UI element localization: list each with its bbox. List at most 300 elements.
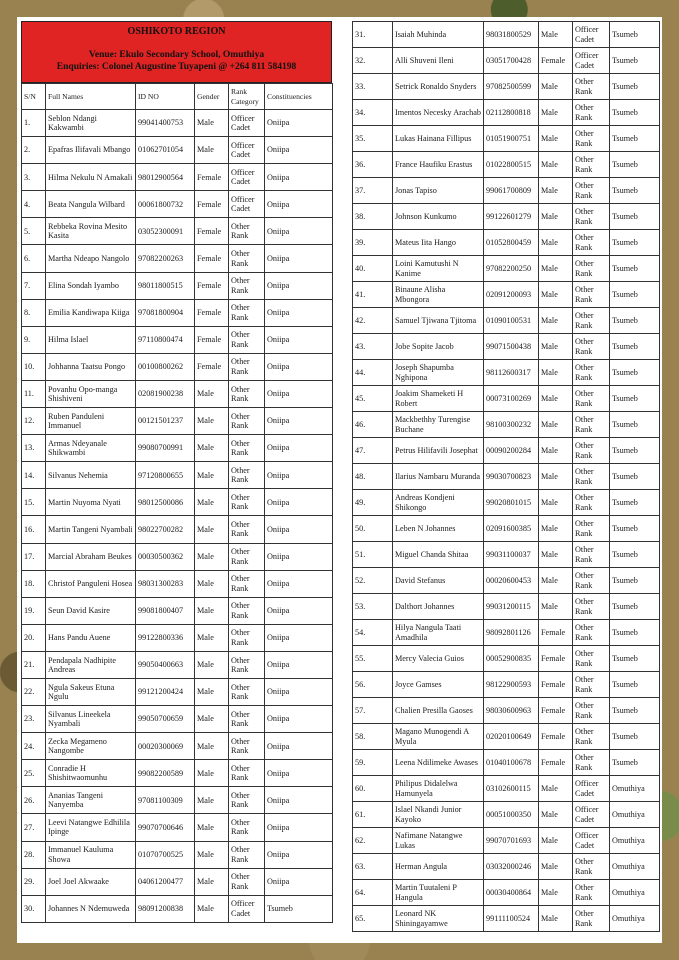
cell-sn: 15.	[22, 489, 46, 516]
cell-sn: 57.	[353, 698, 393, 724]
cell-id-no: 98112600317	[484, 360, 539, 386]
cell-sn: 40.	[353, 256, 393, 282]
cell-gender: Female	[539, 750, 573, 776]
cell-sn: 9.	[22, 326, 46, 353]
cell-constituency: Tsumeb	[610, 100, 660, 126]
table-row	[353, 230, 660, 256]
cell-sn: 58.	[353, 724, 393, 750]
cell-sn: 60.	[353, 776, 393, 802]
table-row	[353, 568, 660, 594]
cell-constituency: Tsumeb	[610, 178, 660, 204]
cell-constituency: Tsumeb	[610, 542, 660, 568]
cell-constituency: Oniipa	[265, 489, 333, 516]
cell-constituency: Omuthiya	[610, 776, 660, 802]
cell-full-name: Hans Pandu Auene	[46, 624, 136, 651]
cell-gender: Male	[539, 906, 573, 932]
cell-gender: Male	[539, 880, 573, 906]
cell-gender: Male	[195, 814, 229, 841]
table-row	[353, 646, 660, 672]
table-row	[22, 245, 333, 272]
cell-constituency: Tsumeb	[610, 412, 660, 438]
cell-full-name: Emilia Kandiwapa Kiiga	[46, 299, 136, 326]
cell-full-name: Imentos Necesky Arachab	[393, 100, 484, 126]
table-row	[22, 299, 333, 326]
table-row	[22, 164, 333, 191]
cell-id-no: 02091200093	[484, 282, 539, 308]
cell-id-no: 98012500086	[136, 489, 195, 516]
cell-constituency: Tsumeb	[610, 438, 660, 464]
cell-id-no: 99050700659	[136, 706, 195, 733]
cell-sn: 27.	[22, 814, 46, 841]
cell-full-name: Leonard NK Shiningayamwe	[393, 906, 484, 932]
document-sheet	[17, 17, 662, 943]
cell-full-name: Joakim Shameketi H Robert	[393, 386, 484, 412]
cell-gender: Male	[195, 380, 229, 407]
cell-full-name: Binaune Alisha Mbongora	[393, 282, 484, 308]
cell-constituency: Tsumeb	[610, 360, 660, 386]
cell-gender: Male	[195, 624, 229, 651]
cell-gender: Male	[195, 435, 229, 462]
cell-full-name: Loini Kamutushi N Kanime	[393, 256, 484, 282]
table-row	[353, 178, 660, 204]
table-row	[22, 895, 333, 922]
cell-sn: 51.	[353, 542, 393, 568]
cell-full-name: Leben N Johannes	[393, 516, 484, 542]
right-table-panel	[352, 21, 659, 932]
cell-id-no: 99050400663	[136, 651, 195, 678]
cell-full-name: David Stefanus	[393, 568, 484, 594]
table-row	[22, 760, 333, 787]
cell-gender: Male	[195, 841, 229, 868]
cell-constituency: Tsumeb	[610, 282, 660, 308]
cell-constituency: Oniipa	[265, 570, 333, 597]
cell-constituency: Oniipa	[265, 814, 333, 841]
cell-constituency: Oniipa	[265, 272, 333, 299]
cell-rank-category: Other Rank	[573, 126, 610, 152]
table-row	[353, 334, 660, 360]
cell-full-name: France Haufiku Erastus	[393, 152, 484, 178]
table-row	[22, 841, 333, 868]
cell-rank-category: Officer Cadet	[573, 776, 610, 802]
cell-full-name: Mackbethhy Turengise Buchane	[393, 412, 484, 438]
cell-sn: 8.	[22, 299, 46, 326]
cell-gender: Male	[539, 230, 573, 256]
table-row	[353, 22, 660, 48]
cell-rank-category: Other Rank	[229, 462, 265, 489]
cell-id-no: 01052800459	[484, 230, 539, 256]
cell-sn: 20.	[22, 624, 46, 651]
cell-id-no: 02112800818	[484, 100, 539, 126]
cell-full-name: Rebbeka Rovina Mesito Kasita	[46, 218, 136, 245]
enquiries-line: Enquiries: Colonel Augustine Tuyapeni @ +264 811 584198	[56, 62, 297, 72]
cell-constituency: Tsumeb	[610, 386, 660, 412]
cell-gender: Female	[195, 299, 229, 326]
table-row	[22, 462, 333, 489]
cell-gender: Male	[539, 308, 573, 334]
cell-id-no: 03032000246	[484, 854, 539, 880]
cell-rank-category: Officer Cadet	[229, 191, 265, 218]
cell-full-name: Armas Ndeyanale Shikwambi	[46, 435, 136, 462]
cell-rank-category: Other Rank	[573, 256, 610, 282]
cell-constituency: Tsumeb	[610, 698, 660, 724]
cell-rank-category: Other Rank	[573, 880, 610, 906]
cell-gender: Male	[195, 733, 229, 760]
cell-sn: 24.	[22, 733, 46, 760]
cell-rank-category: Officer Cadet	[229, 895, 265, 922]
cell-gender: Male	[539, 594, 573, 620]
cell-id-no: 99020801015	[484, 490, 539, 516]
cell-full-name: Joseph Shapumba Nghipona	[393, 360, 484, 386]
cell-constituency: Tsumeb	[610, 22, 660, 48]
cell-sn: 44.	[353, 360, 393, 386]
table-row	[353, 256, 660, 282]
cell-constituency: Omuthiya	[610, 854, 660, 880]
cell-rank-category: Other Rank	[229, 435, 265, 462]
table-row	[353, 126, 660, 152]
cell-rank-category: Other Rank	[229, 841, 265, 868]
cell-rank-category: Other Rank	[229, 299, 265, 326]
cell-full-name: Samuel Tjiwana Tjitoma	[393, 308, 484, 334]
cell-sn: 34.	[353, 100, 393, 126]
cell-id-no: 97082200263	[136, 245, 195, 272]
cell-constituency: Tsumeb	[610, 230, 660, 256]
cell-id-no: 00121501237	[136, 408, 195, 435]
cell-constituency: Tsumeb	[610, 152, 660, 178]
table-row	[22, 597, 333, 624]
cell-gender: Male	[539, 490, 573, 516]
cell-rank-category: Other Rank	[573, 620, 610, 646]
cell-sn: 22.	[22, 678, 46, 705]
cell-gender: Female	[195, 218, 229, 245]
cell-rank-category: Other Rank	[229, 787, 265, 814]
cell-sn: 4.	[22, 191, 46, 218]
cell-full-name: Setrick Ronaldo Snyders	[393, 74, 484, 100]
cell-id-no: 00073100269	[484, 386, 539, 412]
cell-full-name: Hilya Nangula Taati Amadhila	[393, 620, 484, 646]
cell-rank-category: Other Rank	[229, 353, 265, 380]
left-table-panel	[21, 21, 332, 923]
cell-sn: 19.	[22, 597, 46, 624]
table-row	[22, 137, 333, 164]
cell-gender: Male	[539, 126, 573, 152]
cell-sn: 23.	[22, 706, 46, 733]
cell-sn: 18.	[22, 570, 46, 597]
cell-gender: Male	[195, 651, 229, 678]
cell-id-no: 98031800529	[484, 22, 539, 48]
table-header-row	[22, 84, 333, 110]
cell-id-no: 97082500599	[484, 74, 539, 100]
cell-full-name: Ananias Tangeni Nanyemba	[46, 787, 136, 814]
cell-constituency: Oniipa	[265, 137, 333, 164]
cell-id-no: 00020300069	[136, 733, 195, 760]
cell-gender: Male	[539, 256, 573, 282]
cell-constituency: Oniipa	[265, 326, 333, 353]
cell-rank-category: Other Rank	[573, 204, 610, 230]
col-full-names: Full Names	[46, 84, 136, 110]
cell-full-name: Mateus Iita Hango	[393, 230, 484, 256]
cell-sn: 3.	[22, 164, 46, 191]
cell-full-name: Pendapala Nadhipite Andreas	[46, 651, 136, 678]
cell-gender: Male	[539, 776, 573, 802]
cell-rank-category: Other Rank	[229, 597, 265, 624]
table-row	[353, 412, 660, 438]
cell-rank-category: Other Rank	[573, 334, 610, 360]
cell-sn: 5.	[22, 218, 46, 245]
cell-id-no: 99061700809	[484, 178, 539, 204]
cell-gender: Male	[195, 787, 229, 814]
cell-gender: Male	[195, 570, 229, 597]
cell-id-no: 99081800407	[136, 597, 195, 624]
cell-constituency: Tsumeb	[265, 895, 333, 922]
cell-constituency: Oniipa	[265, 110, 333, 137]
cell-id-no: 98122900593	[484, 672, 539, 698]
cell-rank-category: Other Rank	[229, 489, 265, 516]
table-row	[22, 814, 333, 841]
cell-full-name: Martin Tuutaleni P Hangula	[393, 880, 484, 906]
cell-gender: Male	[539, 74, 573, 100]
cell-full-name: Epafras Ilifavali Mbango	[46, 137, 136, 164]
cell-constituency: Tsumeb	[610, 204, 660, 230]
cell-sn: 56.	[353, 672, 393, 698]
col-constituencies: Constituencies	[265, 84, 333, 110]
cell-gender: Male	[539, 22, 573, 48]
cell-id-no: 97120800655	[136, 462, 195, 489]
cell-constituency: Tsumeb	[610, 672, 660, 698]
cell-gender: Male	[195, 462, 229, 489]
cell-sn: 45.	[353, 386, 393, 412]
table-row	[353, 360, 660, 386]
cell-full-name: Christof Panguleni Hosea	[46, 570, 136, 597]
cell-sn: 48.	[353, 464, 393, 490]
table-row	[353, 282, 660, 308]
cell-constituency: Oniipa	[265, 245, 333, 272]
cell-id-no: 98031300283	[136, 570, 195, 597]
cell-id-no: 98012900564	[136, 164, 195, 191]
cell-id-no: 04061200477	[136, 868, 195, 895]
table-row	[353, 48, 660, 74]
cell-sn: 41.	[353, 282, 393, 308]
table-row	[22, 543, 333, 570]
cell-sn: 33.	[353, 74, 393, 100]
cell-id-no: 98011800515	[136, 272, 195, 299]
cell-rank-category: Other Rank	[229, 408, 265, 435]
cell-full-name: Jobe Sopite Jacob	[393, 334, 484, 360]
cell-sn: 7.	[22, 272, 46, 299]
table-row	[22, 787, 333, 814]
cell-rank-category: Officer Cadet	[229, 110, 265, 137]
cell-gender: Male	[195, 868, 229, 895]
cell-full-name: Elina Sondah Iyambo	[46, 272, 136, 299]
cell-id-no: 99122601279	[484, 204, 539, 230]
table-row	[353, 594, 660, 620]
cell-id-no: 99070701693	[484, 828, 539, 854]
cell-gender: Male	[539, 360, 573, 386]
cell-full-name: Miguel Chanda Shitaa	[393, 542, 484, 568]
cell-id-no: 99082200589	[136, 760, 195, 787]
cell-id-no: 00061800732	[136, 191, 195, 218]
cell-gender: Female	[539, 48, 573, 74]
venue-line: Venue: Ekulo Secondary School, Omuthiya	[88, 50, 265, 60]
table-row	[353, 828, 660, 854]
cell-id-no: 99031200115	[484, 594, 539, 620]
cell-rank-category: Other Rank	[229, 543, 265, 570]
cell-full-name: Mercy Valecia Guios	[393, 646, 484, 672]
cell-gender: Male	[195, 760, 229, 787]
cell-id-no: 98092801126	[484, 620, 539, 646]
cell-gender: Male	[539, 438, 573, 464]
cell-sn: 28.	[22, 841, 46, 868]
cell-constituency: Tsumeb	[610, 48, 660, 74]
cell-constituency: Tsumeb	[610, 126, 660, 152]
cell-gender: Male	[539, 854, 573, 880]
cell-rank-category: Other Rank	[573, 542, 610, 568]
cell-gender: Male	[195, 543, 229, 570]
cell-sn: 47.	[353, 438, 393, 464]
cell-full-name: Isaiah Muhinda	[393, 22, 484, 48]
cell-id-no: 01051900751	[484, 126, 539, 152]
cell-id-no: 97110800474	[136, 326, 195, 353]
cell-id-no: 00030500362	[136, 543, 195, 570]
cell-rank-category: Other Rank	[573, 724, 610, 750]
cell-id-no: 00100800262	[136, 353, 195, 380]
cell-id-no: 99071500438	[484, 334, 539, 360]
table-row	[353, 308, 660, 334]
cell-constituency: Oniipa	[265, 462, 333, 489]
cell-id-no: 01040100678	[484, 750, 539, 776]
cell-full-name: Povanhu Opo-manga Shishiveni	[46, 380, 136, 407]
table-row	[22, 353, 333, 380]
cell-rank-category: Other Rank	[573, 750, 610, 776]
table-row	[353, 100, 660, 126]
cell-rank-category: Other Rank	[573, 178, 610, 204]
cell-rank-category: Other Rank	[573, 854, 610, 880]
cell-constituency: Oniipa	[265, 435, 333, 462]
cell-rank-category: Officer Cadet	[573, 22, 610, 48]
cell-constituency: Omuthiya	[610, 828, 660, 854]
cell-sn: 64.	[353, 880, 393, 906]
header-banner	[21, 21, 332, 83]
cell-rank-category: Other Rank	[229, 326, 265, 353]
cell-rank-category: Other Rank	[229, 380, 265, 407]
cell-full-name: Magano Munogendi A Myula	[393, 724, 484, 750]
cell-rank-category: Other Rank	[573, 594, 610, 620]
cell-full-name: Ilarius Nambaru Muranda	[393, 464, 484, 490]
cell-full-name: Martha Ndeapo Nangolo	[46, 245, 136, 272]
table-row	[353, 698, 660, 724]
cell-sn: 43.	[353, 334, 393, 360]
table-row	[353, 724, 660, 750]
cell-sn: 10.	[22, 353, 46, 380]
cell-full-name: Hilma Nekulu N Amakali	[46, 164, 136, 191]
cell-sn: 25.	[22, 760, 46, 787]
cell-full-name: Petrus Hilifavili Josephat	[393, 438, 484, 464]
cell-gender: Male	[539, 828, 573, 854]
cell-full-name: Immanuel Kauluma Showa	[46, 841, 136, 868]
table-row	[353, 74, 660, 100]
table-row	[353, 802, 660, 828]
cell-rank-category: Other Rank	[573, 906, 610, 932]
table-body-left	[22, 110, 333, 923]
cell-id-no: 98091200838	[136, 895, 195, 922]
cell-sn: 17.	[22, 543, 46, 570]
region-title: OSHIKOTO REGION	[127, 26, 226, 37]
cell-constituency: Tsumeb	[610, 646, 660, 672]
cell-sn: 62.	[353, 828, 393, 854]
cell-constituency: Oniipa	[265, 543, 333, 570]
cell-rank-category: Other Rank	[573, 386, 610, 412]
cell-id-no: 02081900238	[136, 380, 195, 407]
cell-constituency: Oniipa	[265, 597, 333, 624]
cell-rank-category: Other Rank	[573, 698, 610, 724]
cell-full-name: Hilma Islael	[46, 326, 136, 353]
cell-rank-category: Officer Cadet	[229, 137, 265, 164]
cell-full-name: Seblon Ndangi Kakwambi	[46, 110, 136, 137]
cell-id-no: 99030700823	[484, 464, 539, 490]
cell-constituency: Oniipa	[265, 787, 333, 814]
table-row	[22, 624, 333, 651]
cell-id-no: 99031100037	[484, 542, 539, 568]
cell-gender: Male	[539, 178, 573, 204]
table-row	[353, 152, 660, 178]
cell-constituency: Tsumeb	[610, 594, 660, 620]
cell-id-no: 00030400864	[484, 880, 539, 906]
cell-gender: Male	[539, 568, 573, 594]
cell-gender: Female	[539, 672, 573, 698]
cell-full-name: Silvanus Lineekela Nyambali	[46, 706, 136, 733]
cell-sn: 42.	[353, 308, 393, 334]
cell-rank-category: Other Rank	[229, 733, 265, 760]
cell-constituency: Omuthiya	[610, 880, 660, 906]
col-rank-category: Rank Category	[229, 84, 265, 110]
table-row	[353, 906, 660, 932]
table-row	[22, 408, 333, 435]
cell-rank-category: Other Rank	[573, 490, 610, 516]
cell-gender: Male	[195, 597, 229, 624]
cell-constituency: Oniipa	[265, 651, 333, 678]
cell-gender: Male	[195, 489, 229, 516]
cell-id-no: 99111100524	[484, 906, 539, 932]
cell-gender: Male	[539, 334, 573, 360]
cell-constituency: Oniipa	[265, 408, 333, 435]
cell-full-name: Marcial Abraham Beukes	[46, 543, 136, 570]
cell-full-name: Johannes N Ndemuweda	[46, 895, 136, 922]
cell-sn: 36.	[353, 152, 393, 178]
cell-sn: 63.	[353, 854, 393, 880]
cell-rank-category: Other Rank	[229, 624, 265, 651]
cell-full-name: Zecka Megameno Nangombe	[46, 733, 136, 760]
cell-constituency: Tsumeb	[610, 724, 660, 750]
cell-rank-category: Other Rank	[229, 706, 265, 733]
cell-constituency: Tsumeb	[610, 490, 660, 516]
cell-full-name: Ngula Sakeus Etuna Ngulu	[46, 678, 136, 705]
table-row	[22, 218, 333, 245]
cell-id-no: 98030600963	[484, 698, 539, 724]
cell-gender: Male	[539, 464, 573, 490]
cell-sn: 2.	[22, 137, 46, 164]
cell-constituency: Omuthiya	[610, 906, 660, 932]
cell-gender: Female	[539, 724, 573, 750]
cell-sn: 13.	[22, 435, 46, 462]
cell-rank-category: Other Rank	[229, 218, 265, 245]
cell-rank-category: Other Rank	[573, 152, 610, 178]
cell-constituency: Tsumeb	[610, 750, 660, 776]
table-body-right	[353, 22, 660, 932]
cell-sn: 61.	[353, 802, 393, 828]
table-row	[353, 516, 660, 542]
cell-rank-category: Other Rank	[573, 646, 610, 672]
cell-full-name: Nafimane Natangwe Lukas	[393, 828, 484, 854]
cell-constituency: Tsumeb	[610, 620, 660, 646]
